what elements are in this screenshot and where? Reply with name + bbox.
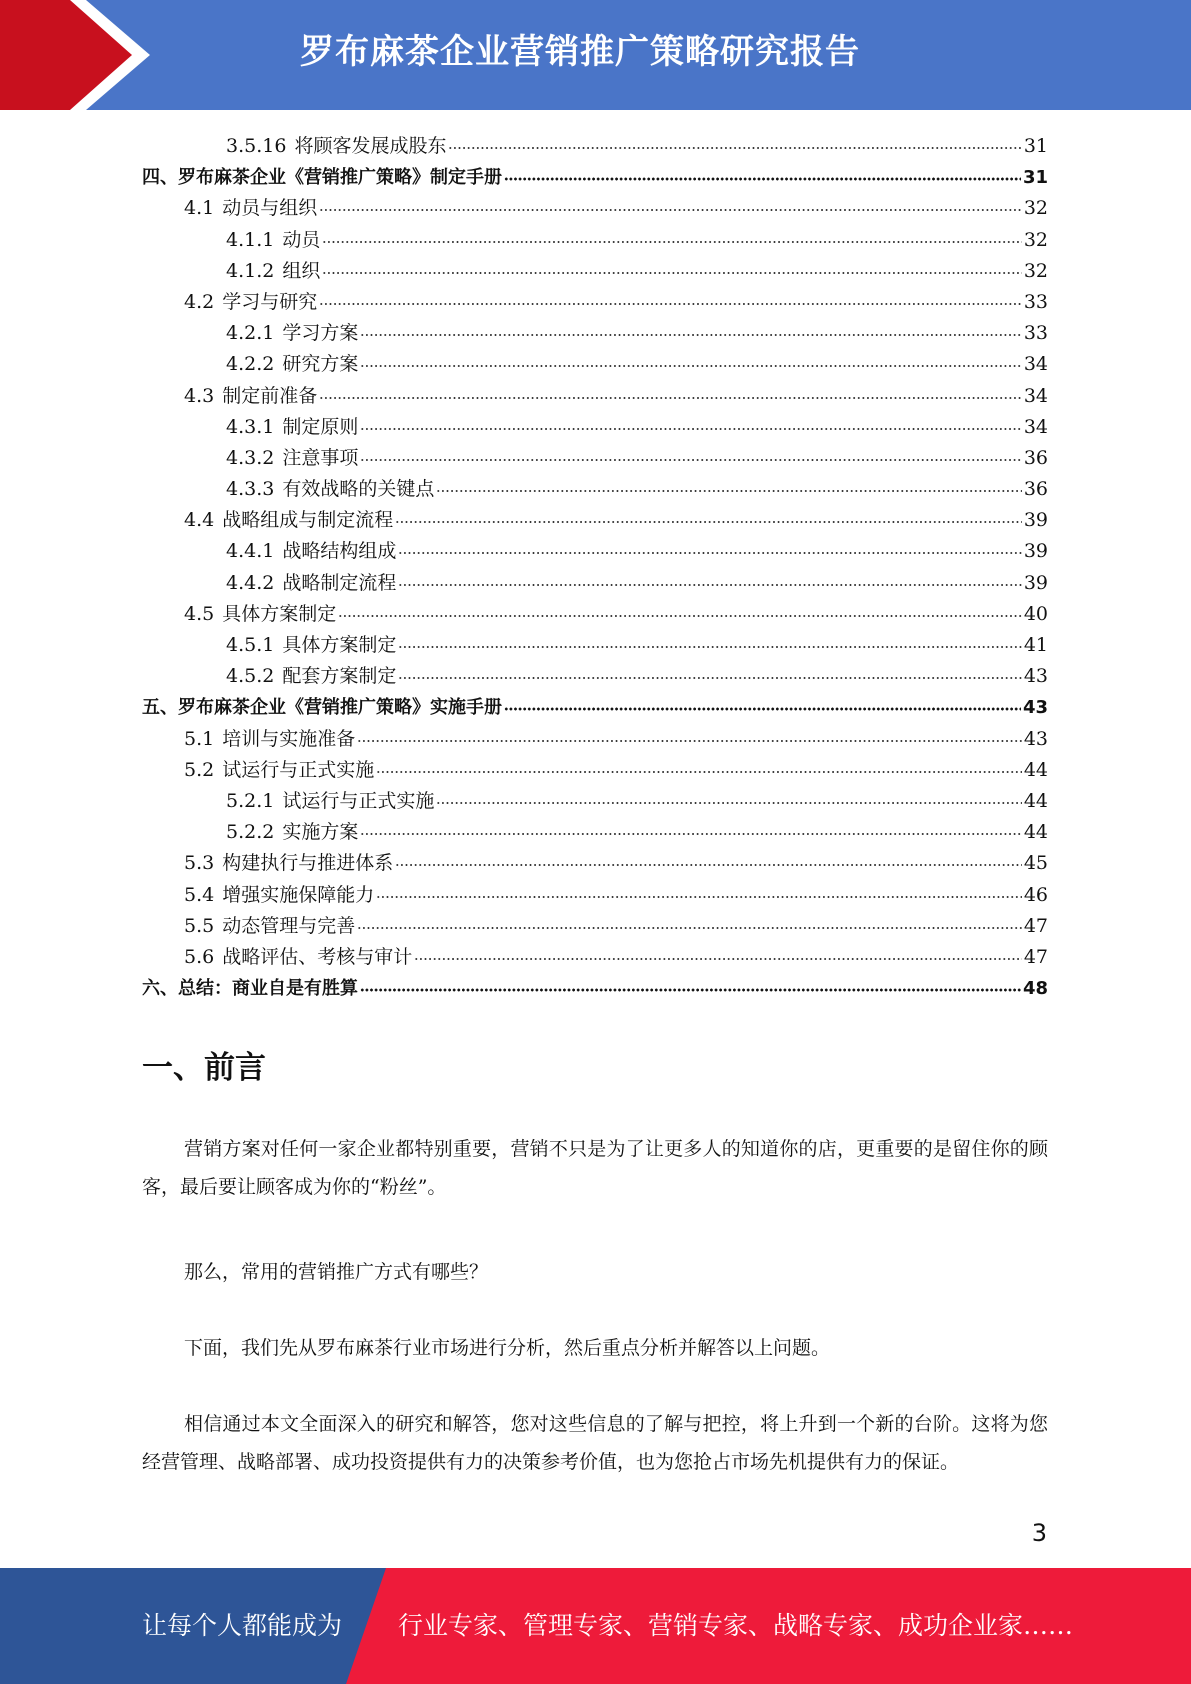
toc-entry[interactable] [142,378,1048,409]
toc-entry[interactable] [142,128,1048,159]
toc-entry-page: 46 [1023,883,1048,906]
toc-entry-title: 试运行与正式实施 [282,789,435,812]
toc-dot-leader [504,161,1021,185]
toc-entry[interactable] [142,440,1048,471]
toc-entry-number: 4.2.2 [226,353,275,376]
toc-dot-leader [436,785,1021,809]
toc-entry[interactable] [142,627,1048,658]
toc-dot-leader [360,348,1021,372]
page-number: 3 [1031,1519,1047,1547]
toc-entry-title: 具体方案制定 [222,602,337,625]
toc-entry-title: 具体方案制定 [282,634,397,656]
toc-dot-leader [448,130,1021,154]
toc-entry[interactable] [142,721,1048,752]
toc-entry-number: 5.5 [184,914,215,937]
toc-entry[interactable] [142,190,1048,221]
toc-entry-number: 4.1 [184,197,215,220]
toc-dot-leader [360,411,1021,435]
toc-entry-title: 构建执行与推进体系 [222,852,394,875]
table-of-contents [142,128,1048,1001]
toc-entry-title: 培训与实施准备 [222,727,356,750]
toc-entry-page: 32 [1023,197,1048,220]
toc-dot-leader [436,473,1021,497]
toc-entry-title: 注意事项 [282,446,359,469]
toc-entry-title: 动态管理与完善 [222,914,356,937]
toc-entry[interactable] [142,471,1048,502]
toc-entry-title: 战略组成与制定流程 [222,509,394,532]
toc-entry-title: 增强实施保障能力 [222,883,375,906]
toc-entry-page: 43 [1023,727,1048,750]
toc-entry[interactable] [142,502,1048,533]
toc-entry-page: 36 [1023,446,1048,469]
toc-entry-number: 4.2 [184,290,215,313]
toc-entry-number: 5.4 [184,883,215,906]
toc-entry-page: 31 [1023,135,1048,157]
toc-entry-title: 将顾客发展成股东 [294,135,447,157]
paragraph-4: 相信通过本文全面深入的研究和解答，您对这些信息的了解与把控，将上升到一个新的台阶。这将为您经营管理、战略部署、成功投资提供有力的决策参考价值，也为您抢占市场先机提供有力的保证。 [142,1413,1048,1473]
toc-entry[interactable] [142,783,1048,814]
toc-dot-leader [360,442,1021,466]
toc-entry-page: 45 [1023,852,1048,875]
toc-entry-page: 43 [1022,697,1048,719]
toc-entry[interactable] [142,814,1048,845]
toc-dot-leader [360,816,1021,840]
toc-entry[interactable] [142,658,1048,689]
toc-entry-title: 制定原则 [282,415,359,438]
toc-entry-page: 34 [1023,384,1048,407]
toc-entry-number: 4.3.2 [226,446,275,469]
report-title: 罗布麻茶企业营销推广策略研究报告 [300,32,860,72]
toc-entry-page: 48 [1022,978,1048,1000]
toc-entry[interactable] [142,346,1048,377]
toc-entry-title: 五、罗布麻茶企业《营销推广策略》实施手册 [142,697,502,719]
paragraph-1: 营销方案对任何一家企业都特别重要，营销不只是为了让更多人的知道你的店，更重要的是留住你的顾客，最后要让顾客成为你的“粉丝”。 [142,1138,1048,1198]
toc-entry-number: 4.4.1 [226,540,275,563]
section-heading: 一、前言 [142,1050,266,1086]
toc-dot-leader [398,629,1021,653]
toc-entry-number: 4.3.1 [226,415,275,438]
toc-entry-page: 31 [1022,167,1048,189]
toc-entry-title: 学习方案 [282,322,359,345]
toc-entry-number: 4.1.2 [226,259,275,282]
toc-entry-number: 4.2.1 [226,322,275,345]
toc-entry-title: 配套方案制定 [282,665,397,688]
toc-entry[interactable] [142,939,1048,970]
toc-entry-number: 4.1.1 [226,228,275,251]
toc-entry-title: 四、罗布麻茶企业《营销推广策略》制定手册 [142,167,502,189]
toc-entry-number: 5.2 [184,758,215,781]
header-red-arrow-decoration [0,0,160,110]
toc-entry[interactable] [142,284,1048,315]
toc-entry-number: 5.1 [184,727,215,750]
toc-entry[interactable] [142,596,1048,627]
toc-dot-leader [398,535,1021,559]
toc-entry-number: 4.5 [184,602,215,625]
toc-entry[interactable] [142,222,1048,253]
toc-entry-page: 36 [1023,478,1048,501]
toc-dot-leader [395,504,1022,528]
toc-entry-page: 43 [1023,665,1048,688]
toc-dot-leader [360,972,1021,996]
toc-dot-leader [357,723,1022,747]
toc-dot-leader [322,255,1021,279]
toc-entry-page: 47 [1023,914,1048,937]
toc-entry-title: 动员 [282,228,321,251]
toc-dot-leader [504,691,1021,715]
toc-dot-leader [319,192,1022,216]
toc-entry[interactable] [142,533,1048,564]
toc-entry[interactable] [142,565,1048,596]
toc-dot-leader [395,847,1022,871]
toc-entry-number: 4.5.2 [226,665,275,688]
toc-entry[interactable] [142,970,1048,1001]
toc-dot-leader [398,660,1021,684]
toc-entry-title: 试运行与正式实施 [222,758,375,781]
toc-entry-title: 学习与研究 [222,290,318,313]
toc-entry-page: 32 [1023,259,1048,282]
toc-entry-page: 34 [1023,415,1048,438]
toc-entry-title: 研究方案 [282,353,359,376]
toc-dot-leader [357,910,1022,934]
footer-slogan-right: 行业专家、管理专家、营销专家、战略专家、成功企业家…… [398,1611,1074,1640]
toc-dot-leader [414,941,1022,965]
toc-entry[interactable] [142,845,1048,876]
toc-entry-page: 47 [1023,945,1048,968]
toc-entry-page: 34 [1023,353,1048,376]
toc-entry[interactable] [142,315,1048,346]
toc-entry[interactable] [142,908,1048,939]
toc-entry-number: 4.3.3 [226,478,275,501]
toc-entry-page: 44 [1023,789,1048,812]
toc-entry[interactable] [142,253,1048,284]
toc-entry-page: 44 [1023,758,1048,781]
toc-entry-title: 六、总结：商业自是有胜算 [142,978,358,1000]
toc-entry-number: 5.2.2 [226,821,275,844]
toc-entry-page: 39 [1023,571,1048,594]
toc-entry-number: 5.2.1 [226,789,275,812]
toc-entry-title: 战略制定流程 [282,571,397,594]
toc-entry-page: 33 [1023,322,1048,345]
toc-entry-number: 4.4 [184,509,215,532]
page-footer [0,1568,1191,1684]
toc-entry-title: 动员与组织 [222,197,318,220]
toc-entry-page: 44 [1023,821,1048,844]
toc-entry-page: 32 [1023,228,1048,251]
toc-dot-leader [319,286,1022,310]
toc-entry-number: 4.3 [184,384,215,407]
toc-entry-number: 4.5.1 [226,634,275,656]
toc-entry-title: 制定前准备 [222,384,318,407]
toc-dot-leader [376,879,1022,903]
toc-entry-number: 3.5.16 [226,135,287,157]
paragraph-2: 那么，常用的营销推广方式有哪些？ [184,1261,489,1283]
toc-entry-page: 39 [1023,509,1048,532]
page-header [0,0,1191,110]
toc-entry-number: 5.6 [184,945,215,968]
toc-entry-number: 4.4.2 [226,571,275,594]
footer-slogan-left: 让每个人都能成为 [142,1611,343,1640]
toc-entry-title: 战略结构组成 [282,540,397,563]
toc-entry-title: 组织 [282,259,321,282]
toc-dot-leader [360,317,1021,341]
toc-entry-title: 实施方案 [282,821,359,844]
toc-entry[interactable] [142,689,1048,720]
toc-entry[interactable] [142,409,1048,440]
toc-entry-page: 41 [1023,634,1048,656]
toc-entry-page: 39 [1023,540,1048,563]
toc-entry-title: 战略评估、考核与审计 [222,945,413,968]
toc-dot-leader [338,598,1022,622]
toc-dot-leader [398,567,1021,591]
toc-entry[interactable] [142,752,1048,783]
toc-dot-leader [319,380,1022,404]
toc-entry-title: 有效战略的关键点 [282,478,435,501]
toc-entry[interactable] [142,159,1048,190]
paragraph-3: 下面，我们先从罗布麻茶行业市场进行分析，然后重点分析并解答以上问题。 [184,1337,831,1359]
toc-dot-leader [376,754,1022,778]
toc-entry-number: 5.3 [184,852,215,875]
toc-dot-leader [322,224,1021,248]
toc-entry-page: 40 [1023,602,1048,625]
toc-entry[interactable] [142,877,1048,908]
toc-entry-page: 33 [1023,290,1048,313]
